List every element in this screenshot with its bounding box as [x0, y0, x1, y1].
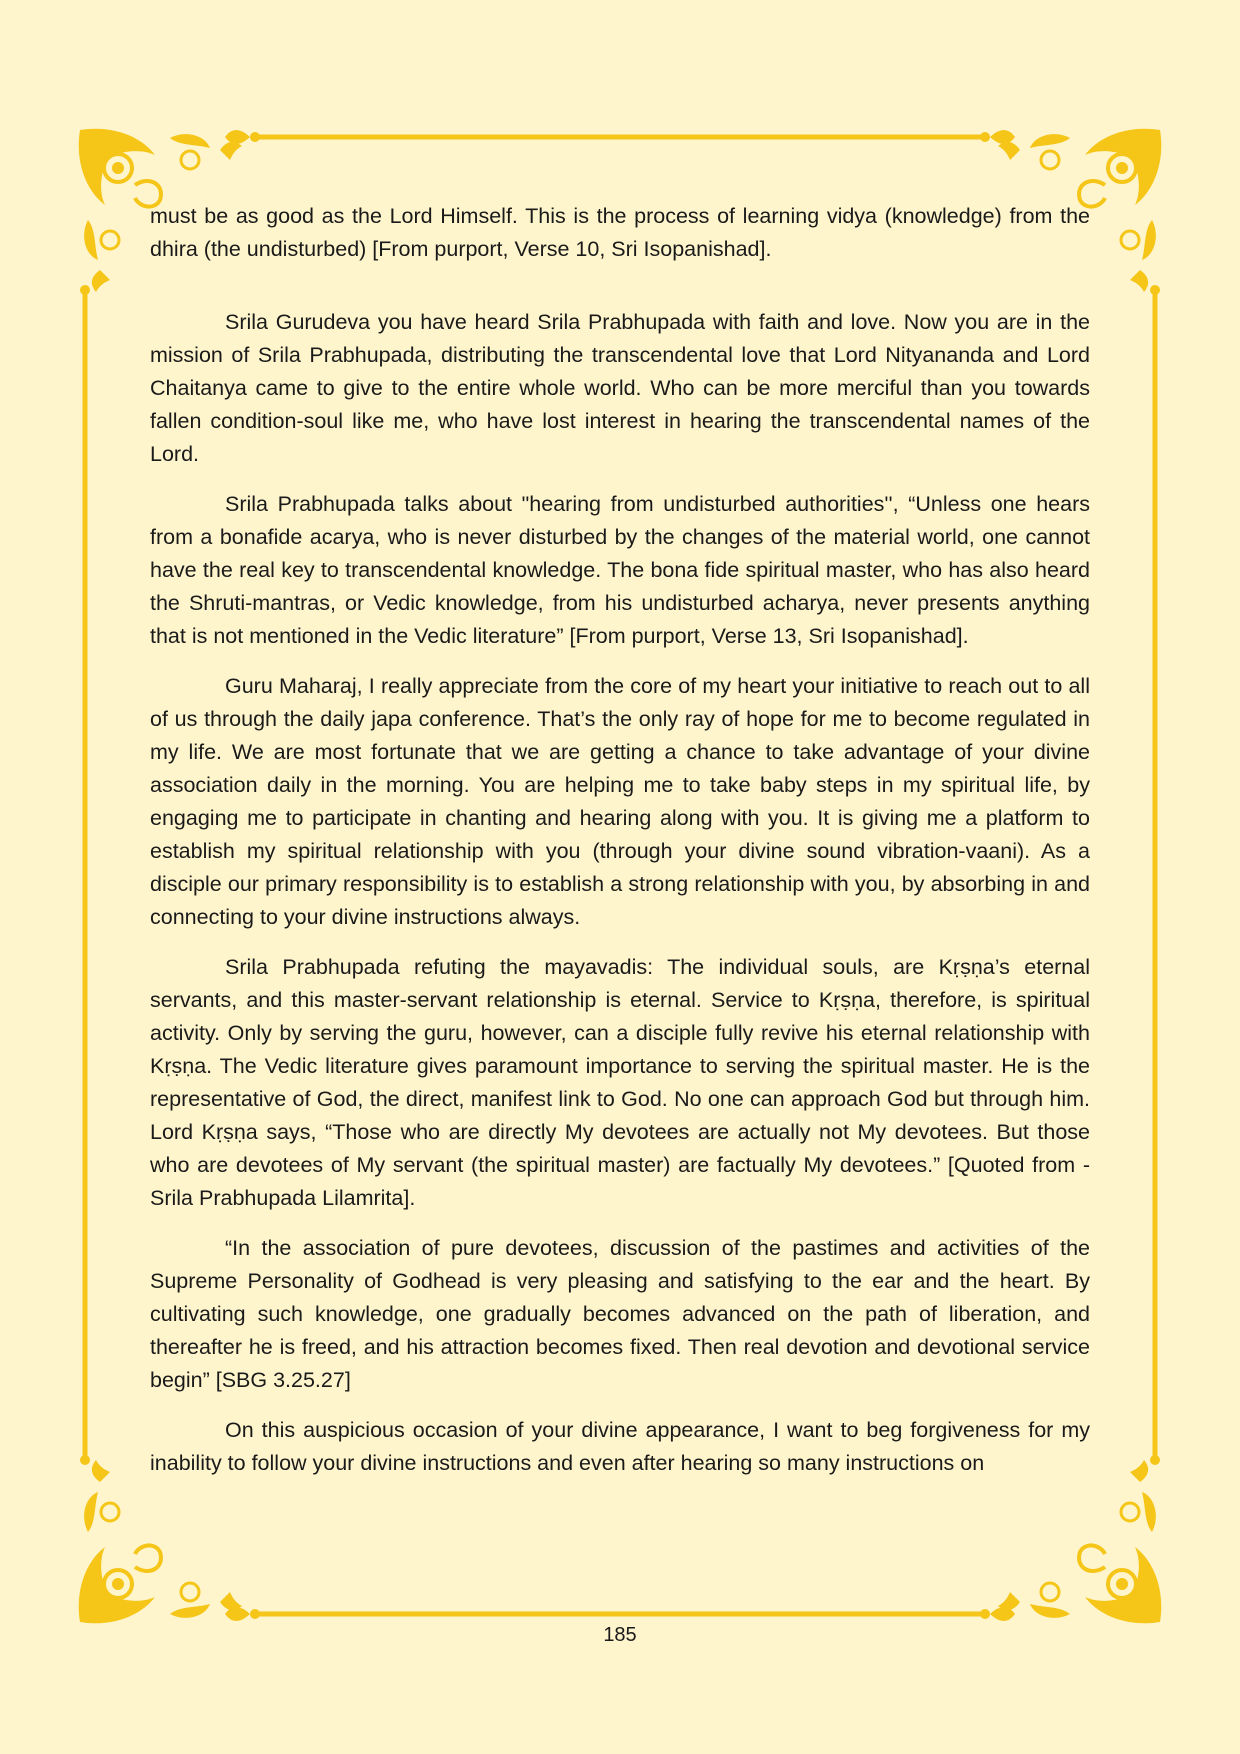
paragraph: Srila Prabhupada refuting the mayavadis: The individual souls, are Kṛṣṇa’s eternal servants, and this master-servant relationship is eternal. Service to Kṛṣṇa, therefore, is spiritual activity. Only by serving the guru, however, can a disciple fully revive his eternal relationship with Kṛṣṇa. The Vedic literature gives paramount importance to serving the spiritual master. He is the representative of God, the direct, manifest link to God. No one can approach God but through him. Lord Kṛṣṇa says, “Those who are directly My devotees are actually not My devotees. But those who are devotees of My servant (the spiritual master) are factually My devotees.” [Quoted from - Srila Prabhupada Lilamrita].	[150, 955, 1090, 1210]
paragraph: “In the association of pure devotees, discussion of the pastimes and activities of the Supreme Personality of Godhead is very pleasing and satisfying to the ear and the heart. By cultivating such knowledge, one gradually becomes advanced on the path of liberation, and thereafter he is freed, and his attraction becomes fixed. Then real devotion and devotional service begin” [SBG 3.25.27]	[150, 1236, 1090, 1392]
paragraph: On this auspicious occasion of your divine appearance, I want to beg forgiveness for my inability to follow your divine instructions and even after hearing so many instructions on	[150, 1418, 1090, 1475]
paragraph: Srila Gurudeva you have heard Srila Prabhupada with faith and love. Now you are in the mission of Srila Prabhupada, distributing the transcendental love that Lord Nityananda and Lord Chaitanya came to give to the entire whole world. Who can be more merciful than you towards fallen condition-soul like me, who have lost interest in hearing the transcendental names of the Lord.	[150, 310, 1090, 466]
paragraph: Srila Prabhupada talks about "hearing from undisturbed authorities'', “Unless one hears from a bonafide acarya, who is never disturbed by the changes of the material world, one cannot have the real key to transcendental knowledge. The bona fide spiritual master, who has also heard the Shruti-mantras, or Vedic knowledge, from his undisturbed acharya, never presents anything that is not mentioned in the Vedic literature” [From purport, Verse 13, Sri Isopanishad].	[150, 492, 1090, 648]
page-number: 185	[603, 1624, 637, 1646]
paragraph-continuation: must be as good as the Lord Himself. This is the process of learning vidya (knowledge) from the dhira (the undisturbed) [From purport, Verse 10, Sri Isopanishad].	[150, 204, 1090, 261]
paragraph: Guru Maharaj, I really appreciate from the core of my heart your initiative to reach out to all of us through the daily japa conference. That’s the only ray of hope for me to become regulated in my life. We are most fortunate that we are getting a chance to take advantage of your divine association daily in the morning. You are helping me to take baby steps in my spiritual life, by engaging me to participate in chanting and hearing along with you. It is giving me a platform to establish my spiritual relationship with you (through your divine sound vibration-vaani). As a disciple our primary responsibility is to establish a strong relationship with you, by absorbing in and connecting to your divine instructions always.	[150, 674, 1090, 929]
letter-body	[150, 200, 1090, 1497]
